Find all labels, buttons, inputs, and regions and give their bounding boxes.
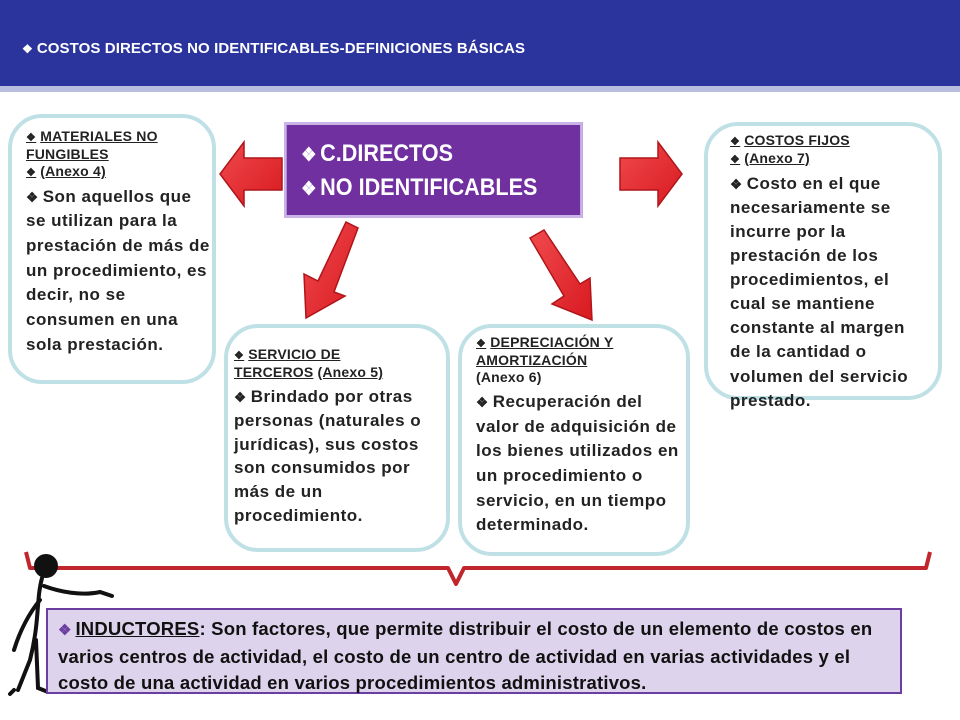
inductores-colon: :: [199, 618, 206, 639]
inductores-box: [46, 608, 902, 694]
fijos-title: COSTOS FIJOS: [744, 132, 850, 148]
materiales-content: [26, 128, 212, 357]
diamond-bullet-icon: ❖: [234, 350, 245, 362]
page-title: ❖ COSTOS DIRECTOS NO IDENTIFICABLES-DEFINICIONES BÁSICAS: [22, 40, 526, 57]
depreciacion-title-2: AMORTIZACIÓN: [476, 351, 588, 368]
servicio-body: Brindado por otras personas (naturales o jurídicas), sus costos son consumidos por más de un procedimiento.: [234, 386, 422, 525]
materiales-annex: (Anexo 4): [40, 162, 106, 179]
materiales-title-1: MATERIALES NO: [40, 128, 158, 144]
servicio-content: [234, 346, 442, 528]
diamond-bullet-icon: ❖: [301, 178, 317, 200]
diamond-bullet-icon: ❖: [234, 389, 247, 405]
center-line-1: C.DIRECTOS: [320, 140, 454, 167]
materiales-body: Son aquellos que se utilizan para la prestación de más de un procedimiento, es decir, no se consumen en una sola prestación.: [26, 186, 210, 354]
fijos-annex: (Anexo 7): [744, 149, 810, 166]
diamond-bullet-icon: ❖: [26, 132, 37, 144]
diamond-bullet-icon: ❖: [730, 153, 741, 166]
diamond-bullet-icon: ❖: [22, 42, 33, 56]
arrow-left-icon: [220, 142, 282, 206]
arrow-down-left-icon: [304, 222, 358, 318]
inductores-text: Son factores, que permite distribuir el costo de un elemento de costos en varios centros de actividad, el costo de un centro de actividad en varias actividades y el costo de una actividad en varios procedimientos administrativos.: [58, 618, 873, 693]
fijos-content: [730, 132, 930, 413]
diamond-bullet-icon: ❖: [730, 176, 743, 192]
depreciacion-annex: (Anexo 6): [476, 368, 542, 385]
servicio-title-1: SERVICIO DE: [248, 346, 341, 362]
arrow-down-right-icon: [530, 230, 592, 320]
servicio-title-2: TERCEROS: [234, 363, 314, 380]
materiales-title-2: FUNGIBLES: [26, 145, 109, 162]
inductores-label: INDUCTORES: [75, 618, 200, 639]
arrow-right-icon: [620, 142, 682, 206]
diamond-bullet-icon: ❖: [476, 395, 489, 411]
diamond-bullet-icon: ❖: [301, 145, 317, 166]
depreciacion-body: Recuperación del valor de adquisición de los bienes utilizados en un procedimiento o servicio, en un tiempo determinado.: [476, 392, 679, 535]
bracket: [26, 552, 930, 584]
fijos-body: Costo en el que necesariamente se incurre por la prestación de los procedimientos, el cual se mantiene constante al margen de la cantidad o volumen del servicio prestado.: [730, 173, 909, 410]
center-line-2: NO IDENTIFICABLES: [320, 173, 538, 201]
diamond-bullet-icon: ❖: [26, 166, 37, 179]
diamond-bullet-icon: ❖: [26, 189, 39, 205]
diamond-bullet-icon: ❖: [730, 136, 741, 148]
diamond-bullet-icon: ❖: [58, 623, 72, 639]
servicio-annex: (Anexo 5): [317, 363, 384, 380]
diamond-bullet-icon: ❖: [476, 338, 487, 350]
depreciacion-content: [476, 334, 680, 538]
depreciacion-title-1: DEPRECIACIÓN Y: [490, 334, 614, 350]
